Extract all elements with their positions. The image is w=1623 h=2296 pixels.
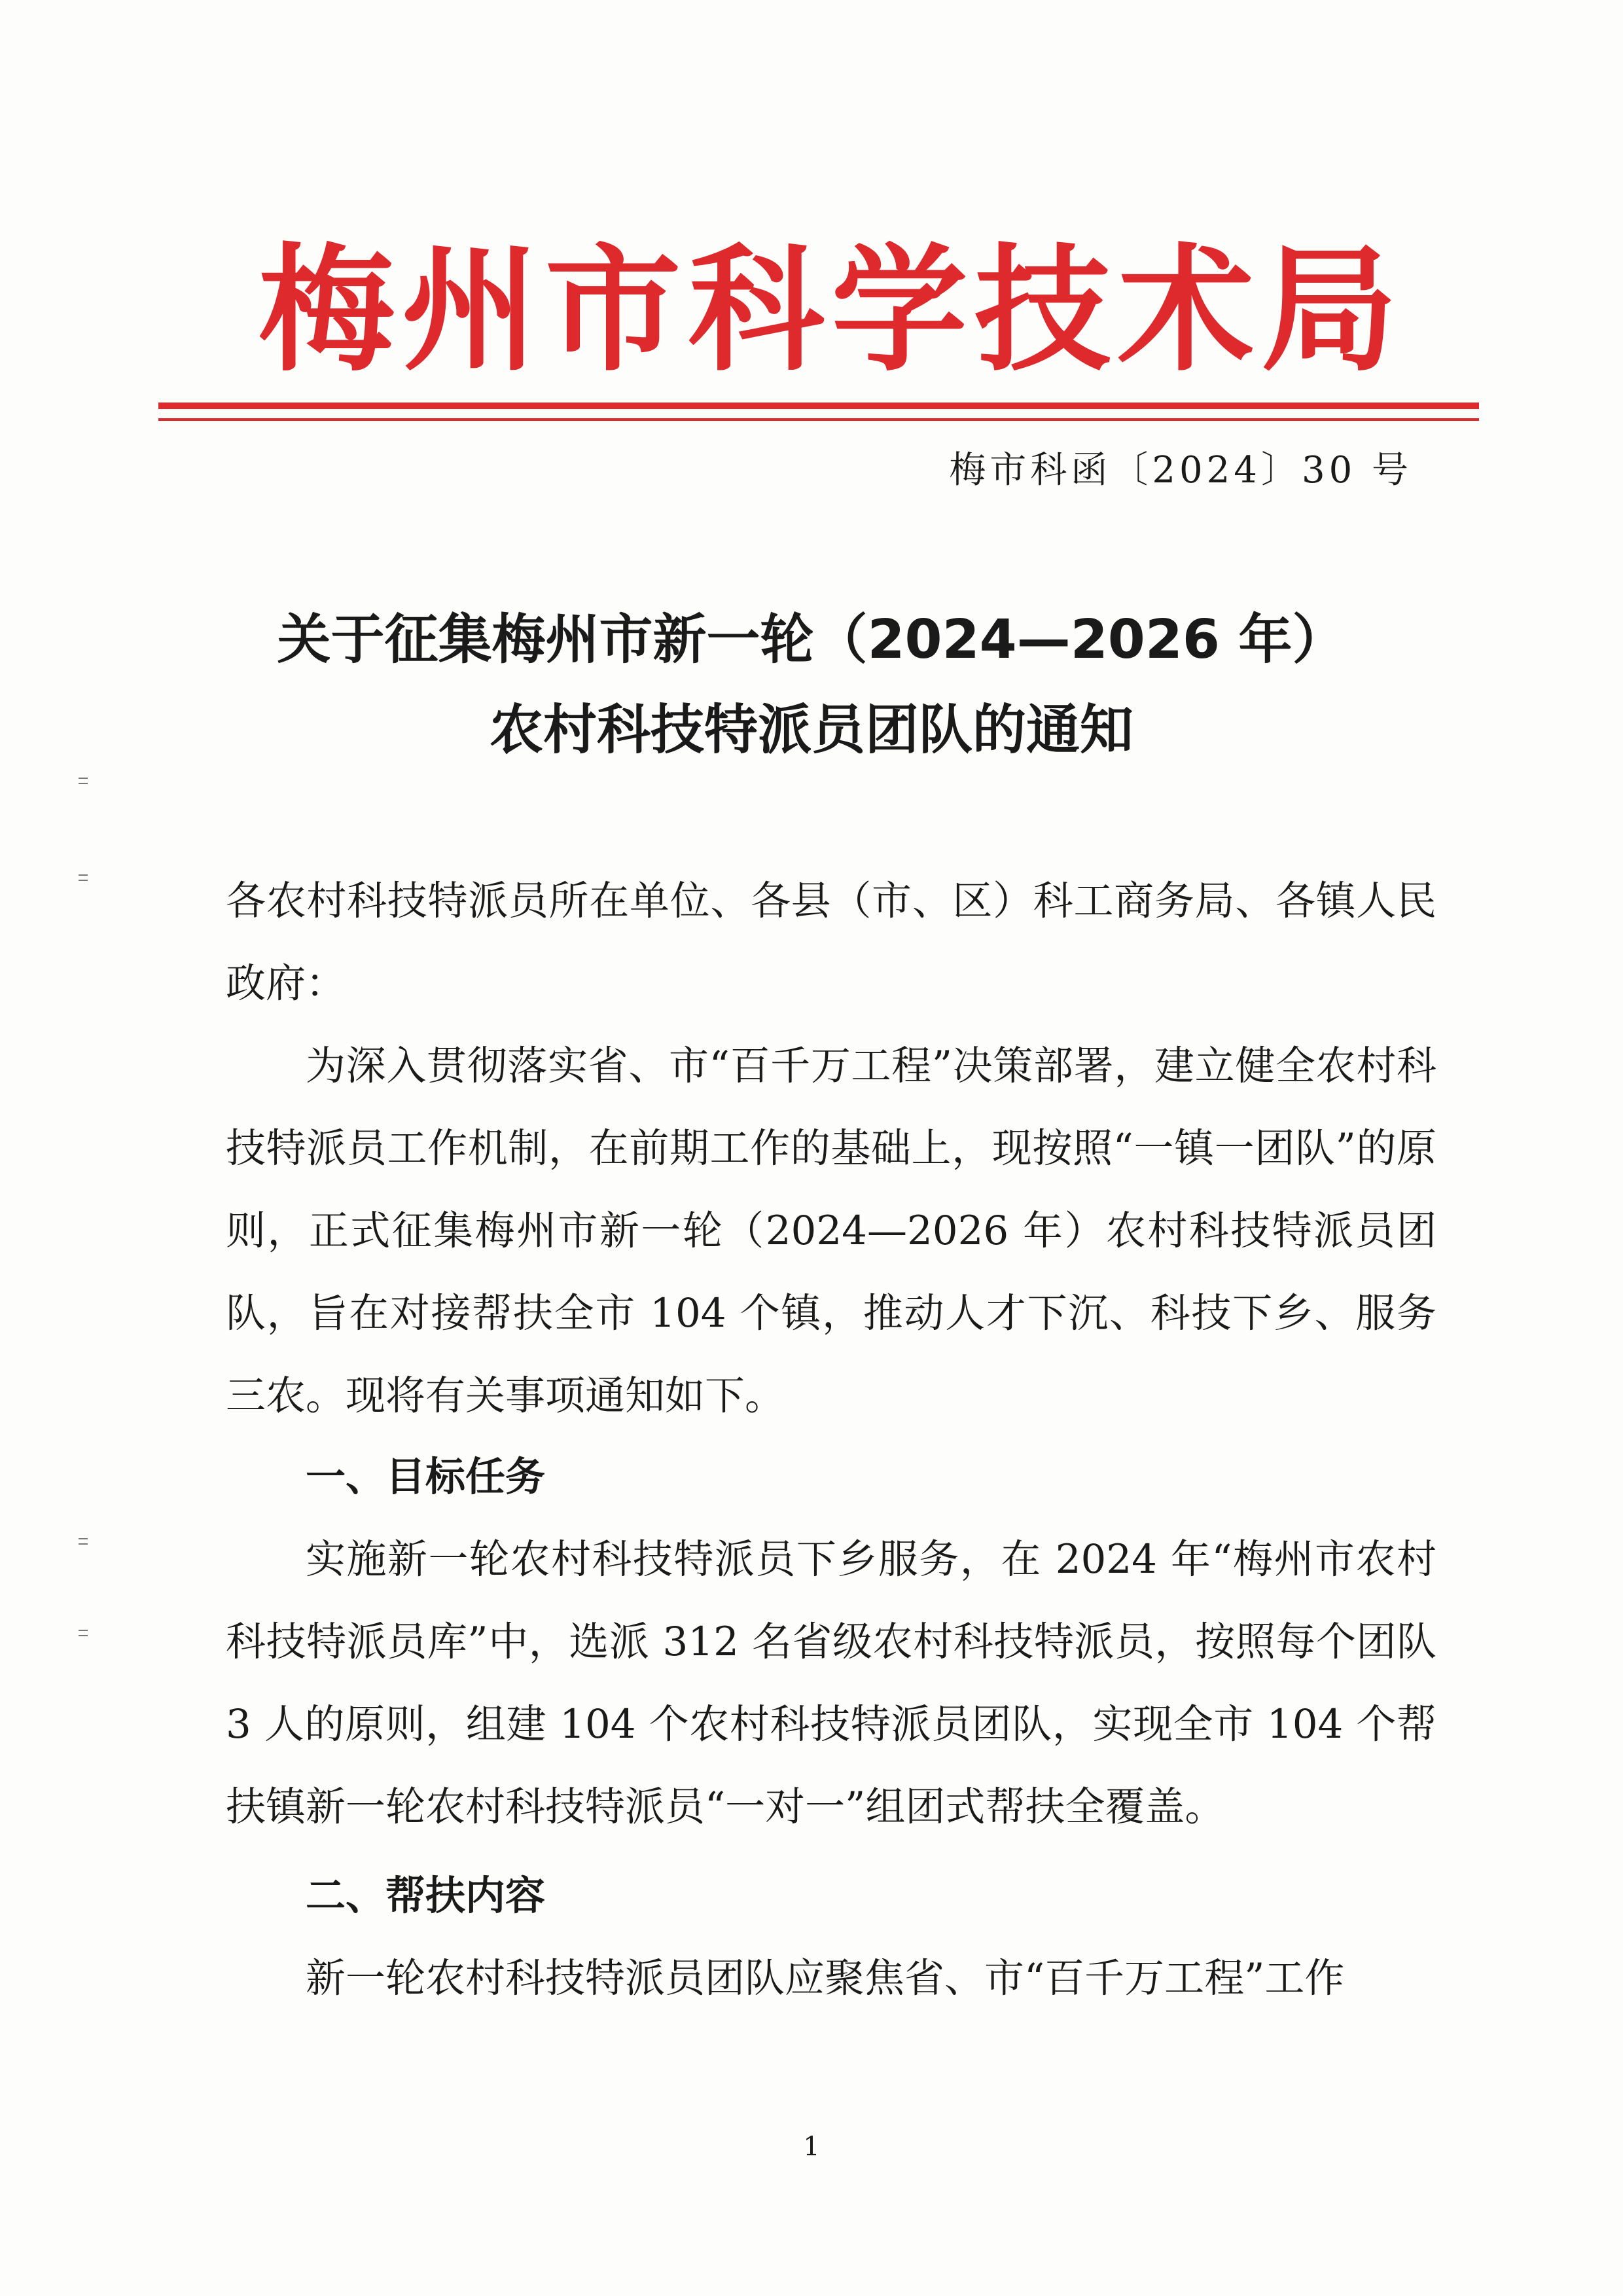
red-separator-thin (158, 418, 1479, 421)
masthead-char: 梅 (259, 232, 395, 390)
document-body (226, 860, 1436, 2020)
masthead-char: 市 (544, 232, 681, 390)
section-heading-2: 二、帮扶内容 (306, 1873, 546, 1919)
margin-mark (79, 1538, 88, 1545)
section-heading-1: 一、目标任务 (306, 1454, 546, 1500)
masthead-char: 科 (688, 232, 825, 390)
masthead-char: 局 (1260, 232, 1397, 390)
masthead-char: 学 (831, 232, 968, 390)
section-2-paragraph: 新一轮农村科技特派员团队应聚焦省、市“百千万工程”工作 (306, 1955, 1345, 2001)
page-number: 1 (803, 2132, 820, 2162)
section-1-paragraph: 实施新一轮农村科技特派员下乡服务，在 2024 年“梅州市农村科技特派员库”中，选派 312 名省级农村科技特派员，按照每个团队 3 人的原则，组建 104 个农村科技特派员团队，实现全市 104 个帮扶镇新一轮农村科技特派员“一对一”组团式帮扶全覆盖。 (226, 1536, 1436, 1830)
masthead-char: 术 (1118, 232, 1255, 390)
document-number: 梅市科函〔2024〕30 号 (949, 449, 1412, 492)
addressee: 各农村科技特派员所在单位、各县（市、区）科工商务局、各镇人民政府： (226, 878, 1436, 1007)
intro-paragraph: 为深入贯彻落实省、市“百千万工程”决策部署，建立健全农村科技特派员工作机制，在前期工作的基础上，现按照“一镇一团队”的原则，正式征集梅州市新一轮（2024—2026 年）农村科技特派员团队，旨在对接帮扶全市 104 个镇，推动人才下沉、科技下乡、服务三农。现将有关事项通知如下。 (226, 1043, 1436, 1419)
margin-mark (79, 778, 88, 784)
red-separator-thick (158, 403, 1479, 409)
masthead-title (259, 232, 1397, 390)
masthead-char: 州 (401, 232, 538, 390)
margin-mark (79, 1630, 88, 1636)
masthead-char: 技 (974, 232, 1111, 390)
document-title-line-1: 关于征集梅州市新一轮（2024—2026 年） (277, 609, 1346, 671)
document-title-line-2: 农村科技特派员团队的通知 (489, 699, 1133, 761)
margin-mark (79, 874, 88, 881)
